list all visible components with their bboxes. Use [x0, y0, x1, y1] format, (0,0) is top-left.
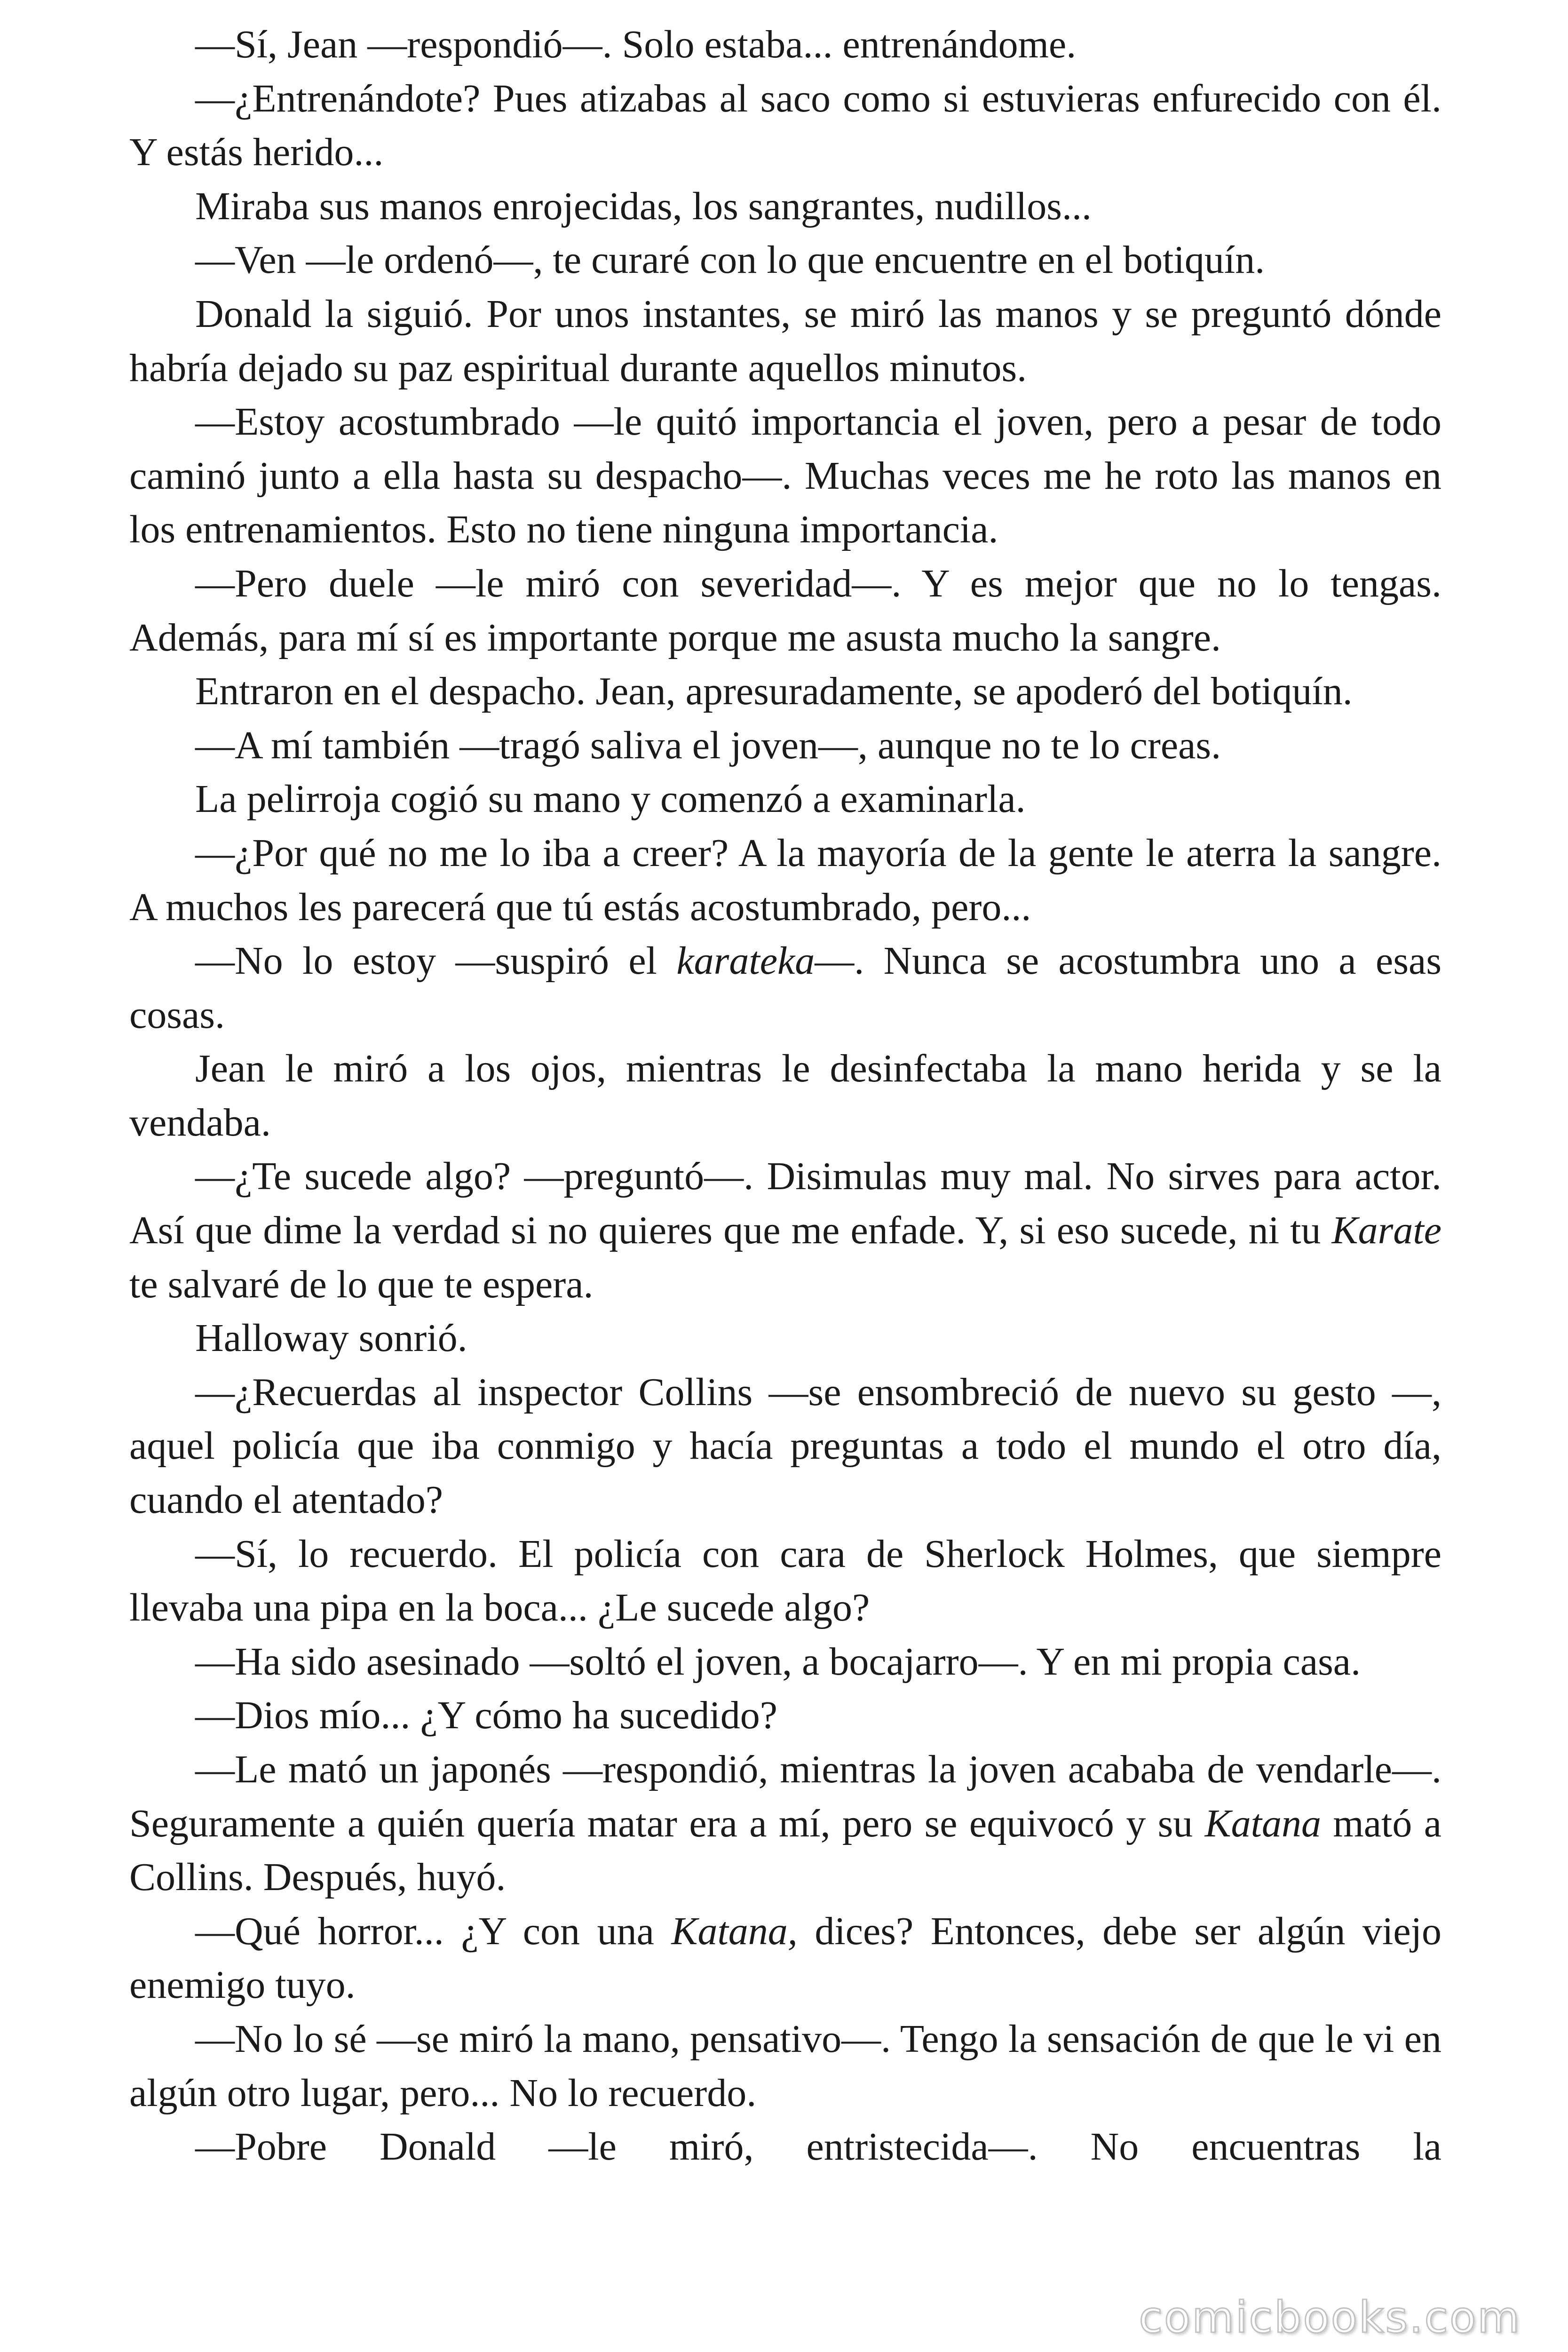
paragraph-text: —Qué horror... ¿Y con una: [195, 1909, 672, 1953]
paragraph-text: —Sí, lo recuerdo. El policía con cara de Sherlock Holmes, que siempre llevaba una pipa en la boca... ¿Le sucede algo?: [129, 1532, 1441, 1630]
paragraph: [129, 557, 1441, 665]
paragraph-text: Donald la siguió. Por unos instantes, se miró las manos y se preguntó dónde habría dejado su paz espiritual durante aquellos minutos.: [129, 292, 1441, 390]
italic-term: Katana: [1204, 1801, 1321, 1845]
paragraph-text: te salvaré de lo que te espera.: [129, 1262, 594, 1306]
text-column: [129, 18, 1441, 2174]
paragraph-text: —Sí, Jean —respondió—. Solo estaba... entrenándome.: [195, 23, 1077, 66]
watermark: comicbooks.com: [1139, 2292, 1521, 2343]
paragraph-text: —Ven —le ordenó—, te curaré con lo que encuentre en el botiquín.: [195, 238, 1265, 282]
paragraph: [129, 2012, 1441, 2120]
paragraph: [129, 665, 1441, 719]
paragraph-text: —Pero duele —le miró con severidad—. Y es mejor que no lo tengas. Además, para mí sí es importante porque me asusta mucho la sangre.: [129, 561, 1441, 660]
paragraph-text: —Estoy acostumbrado —le quitó importancia el joven, pero a pesar de todo caminó junto a ella hasta su despacho—. Muchas veces me he roto las manos en los entrenamientos. Esto no tiene ninguna importancia.: [129, 400, 1441, 552]
paragraph: [129, 719, 1441, 773]
paragraph-text: —¿Por qué no me lo iba a creer? A la mayoría de la gente le aterra la sangre. A muchos les parecerá que tú estás acostumbrado, pero...: [129, 831, 1441, 929]
paragraph: [129, 395, 1441, 557]
paragraph: [129, 1689, 1441, 1743]
paragraph: [129, 1311, 1441, 1366]
paragraph-text: —No lo estoy —suspiró el: [195, 939, 677, 983]
paragraph: [129, 1150, 1441, 1311]
paragraph: [129, 1635, 1441, 1689]
paragraph-text: —Le mató un japonés —respondió, mientras la joven acababa de vendarle—. Seguramente a quién quería matar era a mí, pero se equivocó y su: [129, 1748, 1441, 1845]
paragraph: [129, 934, 1441, 1042]
paragraph-text: Halloway sonrió.: [195, 1316, 467, 1360]
paragraph-text: Miraba sus manos enrojecidas, los sangrantes, nudillos...: [195, 184, 1092, 228]
paragraph-text: —¿Entrenándote? Pues atizabas al saco como si estuvieras enfurecido con él. Y estás herido...: [129, 76, 1441, 175]
paragraph-text: —A mí también —tragó saliva el joven—, aunque no te lo creas.: [195, 723, 1221, 767]
paragraph: [129, 1905, 1441, 2012]
paragraph: [129, 1743, 1441, 1905]
italic-term: karateka: [676, 939, 815, 983]
paragraph: [129, 2120, 1441, 2174]
paragraph: [129, 1042, 1441, 1150]
paragraph: [129, 826, 1441, 934]
paragraph: [129, 233, 1441, 287]
paragraph-text: mató a Collins. Después, huyó.: [129, 1801, 1441, 1899]
paragraph: [129, 287, 1441, 395]
paragraph-text: dices? Entonces, debe ser algún viejo enemigo tuyo.: [129, 1909, 1442, 2007]
italic-term: Karate: [1331, 1208, 1441, 1253]
paragraph-text: —. Nunca se acostumbra uno a esas cosas.: [129, 939, 1442, 1037]
paragraph-text: Jean le miró a los ojos, mientras le desinfectaba la mano herida y se la vendaba.: [129, 1047, 1441, 1144]
paragraph: [129, 772, 1441, 826]
paragraph: [129, 1527, 1441, 1635]
paragraph-text: —¿Te sucede algo? —preguntó—. Disimulas muy mal. No sirves para actor. Así que dime la verdad si no quieres que me enfade. Y, si eso sucede, ni tu: [129, 1154, 1441, 1253]
paragraph: [129, 180, 1441, 234]
paragraph: [129, 72, 1441, 180]
paragraph-text: La pelirroja cogió su mano y comenzó a examinarla.: [195, 777, 1026, 821]
paragraph-text: —Ha sido asesinado —soltó el joven, a bocajarro—. Y en mi propia casa.: [195, 1639, 1361, 1684]
paragraph-text: —¿Recuerdas al inspector Collins —se ensombreció de nuevo su gesto —, aquel policía que iba conmigo y hacía preguntas a todo el mundo el otro día, cuando el atentado?: [129, 1370, 1441, 1522]
paragraph-text: Entraron en el despacho. Jean, apresuradamente, se apoderó del botiquín.: [195, 669, 1353, 714]
paragraph-text: —Dios mío... ¿Y cómo ha sucedido?: [195, 1693, 777, 1738]
paragraph-text: —Pobre Donald —le miró, entristecida—. No encuentras la: [195, 2125, 1441, 2169]
paragraph: [129, 18, 1441, 72]
paragraph-text: —No lo sé —se miró la mano, pensativo—. Tengo la sensación de que le vi en algún otro lugar, pero... No lo recuerdo.: [129, 2017, 1441, 2115]
italic-term: Katana,: [671, 1909, 798, 1953]
paragraph: [129, 1366, 1441, 1527]
